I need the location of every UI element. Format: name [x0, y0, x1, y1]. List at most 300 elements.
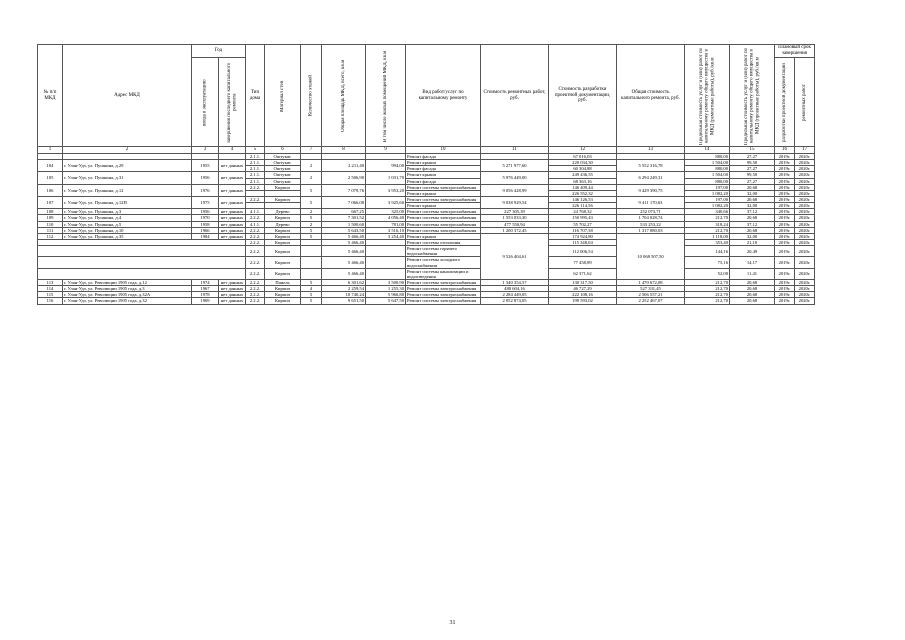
column-number: 11 [481, 147, 549, 154]
cell-living-area: 1 255,30 [366, 286, 406, 292]
cell-deadline-design: 2019г. [775, 286, 795, 292]
empty-cell [38, 246, 246, 257]
cell-work-type: Ремонт системы отопления [406, 239, 481, 245]
header-address: Адрес МКД [63, 45, 192, 147]
cell-deadline-repair: 2020г. [795, 227, 815, 233]
cell-deadline-design: 2019г. [775, 178, 795, 184]
cell-house-type: 2.2.2. [246, 286, 265, 292]
cell-wall-material: Оштукат. [265, 172, 301, 178]
cell-deadline-design: 2019г. [775, 160, 795, 166]
cell-limit-cost-design: 11,41 [730, 268, 775, 279]
cell-cost-design: 146 409,44 [549, 184, 617, 190]
cell-cost-design: 174 924,80 [549, 233, 617, 239]
cell-address: г. Улан-Удэ, ул. Пушкина, д.35 [63, 233, 192, 239]
cell-house-type: 2.1.1. [246, 172, 265, 178]
cell-deadline-repair: 2020г. [795, 239, 815, 245]
cell-total-area: 2 506,90 [322, 172, 366, 184]
column-number: 7 [301, 147, 322, 154]
cell-deadline-repair: 2020г. [795, 203, 815, 209]
cell-num: 109 [38, 215, 63, 221]
cell-limit-cost-design: 20,68 [730, 279, 775, 285]
cell-wall-material: Кирпич [265, 292, 301, 298]
cell-last-repair: нет данных [219, 227, 246, 233]
cell-limit-cost-design: 27,27 [730, 178, 775, 184]
cell-deadline-design: 2019г. [775, 190, 795, 196]
cell-work-type: Ремонт системы электроснабжения [406, 196, 481, 202]
cell-limit-cost: 212,70 [685, 215, 730, 221]
cell-limit-cost-design: 20,68 [730, 292, 775, 298]
cell-floors: 2 [301, 221, 322, 227]
cell-last-repair: нет данных [219, 209, 246, 215]
cell-house-type: 2.2.2. [246, 279, 265, 285]
cell-cost-design: 77 458,89 [549, 257, 617, 268]
cell-deadline-design: 2019г. [775, 184, 795, 190]
cell-deadline-repair: 2020г. [795, 279, 815, 285]
cell-deadline-design: 2019г. [775, 292, 795, 298]
cell-cost-works: 5 976 449,00 [481, 172, 549, 184]
cell-address: г. Улан-Удэ, ул. Пушкина, д.31 [63, 172, 192, 184]
cell-wall-material: Кирпич [265, 298, 301, 304]
cell-living-area: 3 925,60 [366, 196, 406, 208]
cell-floors [301, 268, 322, 279]
cell-floors: 5 [301, 292, 322, 298]
cell-year: 1955 [192, 160, 219, 172]
cell-address: г. Улан-Удэ, ул. Революции 1905 года, д.32 [63, 298, 192, 304]
cell-work-type: Ремонт крыши [406, 160, 481, 166]
header-cost-design: Стоимость разработки проектной документации, руб. [549, 45, 617, 147]
cell-cost-total: 2 252 467,07 [617, 298, 685, 304]
cell-cost-total: 533 253,22 [617, 221, 685, 227]
header-limit-cost-design: Предельная стоимость услуг и (или) работ по капитальному ремонту общего имущества в МКД (проектные работы), руб./кв.м [730, 45, 775, 147]
column-number: 13 [617, 147, 685, 154]
cell-total-area: 2 211,40 [322, 160, 366, 172]
cell-deadline-repair: 2020г. [795, 221, 815, 227]
cell-work-type: Ремонт системы электроснабжения [406, 298, 481, 304]
repair-program-table [37, 44, 815, 305]
cell-num: 110 [38, 221, 63, 227]
cell-limit-cost: 212,70 [685, 286, 730, 292]
cell-living-area: 5 647,50 [366, 298, 406, 304]
cell-limit-cost-design: 20,68 [730, 298, 775, 304]
cell-num: 116 [38, 298, 63, 304]
cell-wall-material: Кирпич [265, 196, 301, 202]
cell-total-area: 7 079,76 [322, 184, 366, 196]
cell-deadline-design: 2019г. [775, 233, 795, 239]
cell-deadline-design: 2019г. [775, 196, 795, 202]
cell-cost-total: 10 068 507,50 [617, 233, 685, 279]
cell-limit-cost-design: 20,49 [730, 246, 775, 257]
cell-total-area: 2 259,54 [322, 286, 366, 292]
cell-limit-cost: 880,00 [685, 166, 730, 172]
cell-cost-design: 220 034,30 [549, 160, 617, 166]
cell-limit-cost: 880,00 [685, 154, 730, 160]
cell-total-area: 6 301,62 [322, 279, 366, 285]
column-number-row [38, 147, 815, 154]
empty-cell [38, 268, 246, 279]
cell-living-area: 781,00 [366, 221, 406, 227]
cell-year: 1956 [192, 209, 219, 215]
cell-last-repair: нет данных [219, 279, 246, 285]
cell-total-area: 5 466,40 [322, 239, 366, 245]
cell-house-type: 2.2.2. [246, 246, 265, 257]
cell-num: 112 [38, 233, 63, 239]
cell-limit-cost: 1 504,00 [685, 172, 730, 178]
table-row [38, 257, 815, 268]
cell-last-repair: нет данных [219, 233, 246, 239]
cell-deadline-design: 2019г. [775, 154, 795, 160]
table-body [38, 154, 815, 305]
cell-house-type: 2.2.2. [246, 268, 265, 279]
cell-limit-cost-design: 27,27 [730, 154, 775, 160]
cell-last-repair: нет данных [219, 196, 246, 208]
cell-deadline-repair: 2020г. [795, 257, 815, 268]
cell-cost-works: 480 604,16 [481, 286, 549, 292]
cell-deadline-repair: 2020г. [795, 184, 815, 190]
cell-wall-material: Кирпич [265, 246, 301, 257]
column-number: 15 [730, 147, 775, 154]
cell-year: 1976 [192, 184, 219, 196]
cell-deadline-design: 2019г. [775, 209, 795, 215]
cell-house-type: 2.1.1. [246, 178, 265, 184]
cell-house-type: 2.2.2. [246, 233, 265, 239]
cell-deadline-design: 2019г. [775, 239, 795, 245]
cell-last-repair: нет данных [219, 298, 246, 304]
cell-cost-design: 146 126,53 [549, 196, 617, 202]
cell-living-area: 3 516,10 [366, 227, 406, 233]
cell-limit-cost: 340,66 [685, 209, 730, 215]
cell-year: 1978 [192, 292, 219, 298]
cell-wall-material: Кирпич [265, 257, 301, 268]
header-limit-cost: Предельная стоимость услуг и (или) работ по капитальному ремонту общего имущества в МКД (ремонтные работы), руб./кв.м [685, 45, 730, 147]
cell-work-type: Ремонт системы электроснабжения [406, 286, 481, 292]
header-work-type: Вид работ/услуг по капитальному ремонту [406, 45, 481, 147]
cell-house-type: 2.2.2. [246, 298, 265, 304]
cell-address: г. Улан-Удэ, ул. Пушкина, д.12П [63, 196, 192, 208]
column-number: 17 [795, 147, 815, 154]
cell-cost-design: 62 371,62 [549, 268, 617, 279]
cell-address: г. Улан-Удэ, ул. Пушкина, д.5 [63, 221, 192, 227]
cell-house-type: 2.1.1. [246, 160, 265, 166]
cell-total-area: 5 643,50 [322, 227, 366, 233]
header-deadline-design: разработки проектной документации [775, 58, 795, 147]
cell-work-type: Ремонт крыши [406, 172, 481, 178]
header-deadline-repair: ремонтных работ [795, 58, 815, 147]
cell-num: 107 [38, 196, 63, 208]
cell-house-type: 2.2.2. [246, 227, 265, 233]
cell-total-area: 7 301,52 [322, 215, 366, 221]
cell-living-area: 5 966,80 [366, 292, 406, 298]
cell-limit-cost: 212,70 [685, 227, 730, 233]
cell-total-area: 5 466,40 [322, 257, 366, 268]
cell-num: 104 [38, 160, 63, 172]
cell-limit-cost-design: 20,68 [730, 184, 775, 190]
cell-deadline-repair: 2020г. [795, 268, 815, 279]
column-number: 3 [192, 147, 219, 154]
header-year-group: Год [192, 45, 246, 58]
cell-year: 1969 [192, 298, 219, 304]
cell-limit-cost-design: 32,00 [730, 203, 775, 209]
cell-cost-works: 9 038 929,54 [481, 196, 549, 208]
cell-address: г. Улан-Удэ, ул. Пушкина, д.29 [63, 160, 192, 172]
cell-work-type: Ремонт системы канализации и водоотведения [406, 268, 481, 279]
cell-cost-total: 9 429 390,75 [617, 184, 685, 196]
cell-address: г. Улан-Удэ, ул. Революции 1905 года, д.3 [63, 286, 192, 292]
cell-total-area: 5 466,40 [322, 246, 366, 257]
cell-work-type: Ремонт фасада [406, 166, 481, 172]
column-number: 4 [219, 147, 246, 154]
cell-limit-cost: 75,16 [685, 257, 730, 268]
cell-cost-design: 116 707,58 [549, 227, 617, 233]
cell-year: 1975 [192, 196, 219, 208]
cell-deadline-repair: 2020г. [795, 160, 815, 166]
header-living-area: В том числе жилых помещений МКД, кв.м [366, 45, 406, 147]
cell-cost-design: 249 436,55 [549, 172, 617, 178]
cell-last-repair: нет данных [219, 286, 246, 292]
cell-limit-cost-design: 20,68 [730, 227, 775, 233]
cell-work-type: Ремонт крыши [406, 190, 481, 196]
cell-limit-cost: 212,70 [685, 279, 730, 285]
header-type: Тип дома [246, 45, 265, 147]
cell-address: г. Улан-Удэ, ул. Пушкина, д.4 [63, 215, 192, 221]
cell-limit-cost-design: 37,12 [730, 209, 775, 215]
cell-limit-cost-design: 21,10 [730, 239, 775, 245]
cell-living-area [366, 246, 406, 257]
cell-work-type: Ремонт фасада [406, 154, 481, 160]
cell-limit-cost: 197,00 [685, 196, 730, 202]
header-num: № п/п МКД [38, 45, 63, 147]
cell-house-type: 2.1.1. [246, 166, 265, 172]
cell-house-type: 2.2.2. [246, 215, 265, 221]
cell-last-repair: нет данных [219, 160, 246, 172]
column-number: 12 [549, 147, 617, 154]
cell-total-area: 1 500,60 [322, 221, 366, 227]
cell-cost-works: 5 271 977,60 [481, 160, 549, 172]
cell-cost-works: 2 052 874,05 [481, 298, 549, 304]
cell-cost-total: 9 411 170,63 [617, 196, 685, 208]
cell-cost-design: 115 348,04 [549, 239, 617, 245]
cell-work-type: Ремонт системы электроснабжения [406, 209, 481, 215]
cell-house-type: 2.2.2. [246, 196, 265, 202]
cell-limit-cost-design: 32,00 [730, 233, 775, 239]
cell-cost-total: 5 552 316,78 [617, 160, 685, 172]
cell-cost-design: 226 114,56 [549, 203, 617, 209]
cell-house-type: 4.1.1. [246, 209, 265, 215]
header-year-last-repair: завершения последнего капитального ремонта [219, 58, 246, 147]
cell-wall-material: Оштукат. [265, 160, 301, 166]
table-row [38, 298, 815, 304]
cell-cost-total: 1 470 672,08 [617, 279, 685, 285]
cell-cost-design: 55 702,27 [549, 221, 617, 227]
cell-wall-material: Оштукат. [265, 154, 301, 160]
cell-work-type: Ремонт системы электроснабжения [406, 292, 481, 298]
cell-deadline-repair: 2020г. [795, 172, 815, 178]
cell-limit-cost-design: 32,00 [730, 190, 775, 196]
cell-total-area: 9 651,50 [322, 298, 366, 304]
header-row-1 [38, 45, 815, 58]
column-number: 16 [775, 147, 795, 154]
table-row [38, 246, 815, 257]
header-deadline-group: Плановый срок завершения [775, 45, 815, 58]
cell-cost-total: 1 704 028,74 [617, 215, 685, 221]
cell-cost-design: 130 317,50 [549, 279, 617, 285]
cell-wall-material: Кирпич [265, 239, 301, 245]
cell-floors: 5 [301, 298, 322, 304]
cell-floors: 4 [301, 286, 322, 292]
cell-address: г. Улан-Удэ, ул. Революции 1905 года, д.12 [63, 279, 192, 285]
cell-floors: 5 [301, 215, 322, 221]
cell-year: 1967 [192, 286, 219, 292]
cell-wall-material: Кирпич [265, 184, 301, 190]
column-number: 14 [685, 147, 730, 154]
cell-living-area: 3 254,40 [366, 233, 406, 239]
cell-deadline-design: 2019г. [775, 257, 795, 268]
cell-cost-total: 1 317 080,03 [617, 227, 685, 233]
cell-cost-total: 527 331,45 [617, 286, 685, 292]
cell-house-type: 2.2.2. [246, 257, 265, 268]
cell-floors: 5 [301, 184, 322, 196]
cell-year: 1958 [192, 221, 219, 227]
cell-wall-material: Кирпич [265, 233, 301, 239]
cell-work-type: Ремонт системы электроснабжения [406, 227, 481, 233]
cell-year: 1974 [192, 279, 219, 285]
cell-living-area: 1 031,70 [366, 172, 406, 184]
column-number: 10 [406, 147, 481, 154]
cell-cost-works: 1 553 033,30 [481, 215, 549, 221]
cell-cost-design: 222 108,16 [549, 292, 617, 298]
cell-limit-cost: 52,00 [685, 268, 730, 279]
cell-deadline-design: 2019г. [775, 172, 795, 178]
cell-work-type: Ремонт системы электроснабжения [406, 184, 481, 190]
cell-deadline-design: 2019г. [775, 215, 795, 221]
cell-limit-cost: 1 118,00 [685, 233, 730, 239]
cell-deadline-design: 2019г. [775, 298, 795, 304]
cell-limit-cost-design: 99,50 [730, 172, 775, 178]
cell-floors: 5 [301, 279, 322, 285]
cell-limit-cost-design: 27,27 [730, 166, 775, 172]
cell-floors: 2 [301, 160, 322, 172]
cell-work-type: Ремонт системы электроснабжения [406, 221, 481, 227]
cell-cost-works: 9 526 404,61 [481, 233, 549, 279]
cell-wall-material: Кирпич [265, 286, 301, 292]
cell-address: г. Улан-Удэ, ул. Пушкина, д.3 [63, 209, 192, 215]
cell-cost-design: 112 006,54 [549, 246, 617, 257]
cell-deadline-repair: 2020г. [795, 292, 815, 298]
cell-deadline-repair: 2020г. [795, 286, 815, 292]
cell-limit-cost: 212,70 [685, 292, 730, 298]
cell-deadline-repair: 2020г. [795, 298, 815, 304]
cell-deadline-repair: 2020г. [795, 178, 815, 184]
cell-year: 1984 [192, 233, 219, 239]
cell-cost-design: 226 552,32 [549, 190, 617, 196]
cell-total-area: 5 466,40 [322, 268, 366, 279]
cell-limit-cost: 353,40 [685, 239, 730, 245]
cell-deadline-design: 2019г. [775, 246, 795, 257]
cell-last-repair: нет данных [219, 172, 246, 184]
cell-limit-cost-design: 14,17 [730, 257, 775, 268]
cell-cost-works: 227 305,39 [481, 209, 549, 215]
cell-num: 108 [38, 209, 63, 215]
cell-living-area [366, 257, 406, 268]
cell-cost-design: 199 593,02 [549, 298, 617, 304]
cell-living-area: 3 500,90 [366, 279, 406, 285]
cell-deadline-repair: 2020г. [795, 154, 815, 160]
header-total-area: Общая площадь МКД, всего, кв.м [322, 45, 366, 147]
cell-limit-cost: 144,16 [685, 246, 730, 257]
cell-num: 114 [38, 286, 63, 292]
cell-wall-material: Дерево [265, 221, 301, 227]
cell-total-area: 7 066,08 [322, 196, 366, 208]
cell-house-type: 2.2.2. [246, 184, 265, 190]
cell-house-type: 2.2.2. [246, 292, 265, 298]
cell-floors: 2 [301, 209, 322, 215]
cell-deadline-repair: 2020г. [795, 190, 815, 196]
cell-living-area [366, 268, 406, 279]
cell-cost-design: 67 016,03 [549, 154, 617, 160]
header-cost-total: Общая стоимость капитального ремонта, руб. [617, 45, 685, 147]
cell-address: г. Улан-Удэ, ул. Революции 1905 года, д.32А [63, 292, 192, 298]
column-number: 2 [63, 147, 192, 154]
header-year-commission: ввода в эксплуатацию [192, 58, 219, 147]
cell-deadline-design: 2019г. [775, 221, 795, 227]
cell-num: 113 [38, 279, 63, 285]
cell-deadline-repair: 2020г. [795, 215, 815, 221]
column-number: 1 [38, 147, 63, 154]
cell-cost-works: 1 200 372,45 [481, 227, 549, 233]
cell-wall-material: Оштукат. [265, 178, 301, 184]
table-row [38, 268, 815, 279]
cell-limit-cost: 197,00 [685, 184, 730, 190]
cell-last-repair: нет данных [219, 292, 246, 298]
cell-deadline-design: 2019г. [775, 203, 795, 209]
cell-wall-material: Оштукат. [265, 166, 301, 172]
cell-last-repair: нет данных [219, 221, 246, 227]
cell-house-type: 2.1.1. [246, 154, 265, 160]
cell-deadline-repair: 2020г. [795, 166, 815, 172]
cell-limit-cost: 880,00 [685, 178, 730, 184]
empty-cell [38, 257, 246, 268]
cell-work-type: Ремонт крыши [406, 203, 481, 209]
cell-floors: 5 [301, 233, 322, 239]
cell-year: 1970 [192, 215, 219, 221]
cell-deadline-repair: 2020г. [795, 209, 815, 215]
cell-total-area: 10 740,24 [322, 292, 366, 298]
cell-floors [301, 257, 322, 268]
cell-living-area: 3 953,20 [366, 184, 406, 196]
cell-deadline-design: 2019г. [775, 227, 795, 233]
cell-wall-material: Кирпич [265, 227, 301, 233]
cell-cost-design: 68 363,16 [549, 178, 617, 184]
cell-limit-cost-design: 20,68 [730, 286, 775, 292]
cell-floors: 2 [301, 172, 322, 184]
cell-floors: 5 [301, 227, 322, 233]
cell-house-type: 4.1.1. [246, 221, 265, 227]
cell-deadline-design: 2019г. [775, 166, 795, 172]
cell-cost-works: 9 056 428,99 [481, 184, 549, 196]
cell-floors: 5 [301, 196, 322, 208]
cell-total-area: 667,25 [322, 209, 366, 215]
column-number: 8 [322, 147, 366, 154]
cell-deadline-design: 2019г. [775, 268, 795, 279]
cell-work-type: Ремонт системы горячего водоснабжения [406, 246, 481, 257]
header-floors: Количество этажей [301, 45, 322, 147]
cell-work-type: Ремонт крыши [406, 233, 481, 239]
column-number: 5 [246, 147, 265, 154]
cell-deadline-design: 2019г. [775, 279, 795, 285]
cell-address: г. Улан-Удэ, ул. Пушкина, д.10 [63, 227, 192, 233]
cell-last-repair: нет данных [219, 184, 246, 196]
cell-limit-cost: 1 082,20 [685, 190, 730, 196]
cell-cost-design: 24 768,32 [549, 209, 617, 215]
